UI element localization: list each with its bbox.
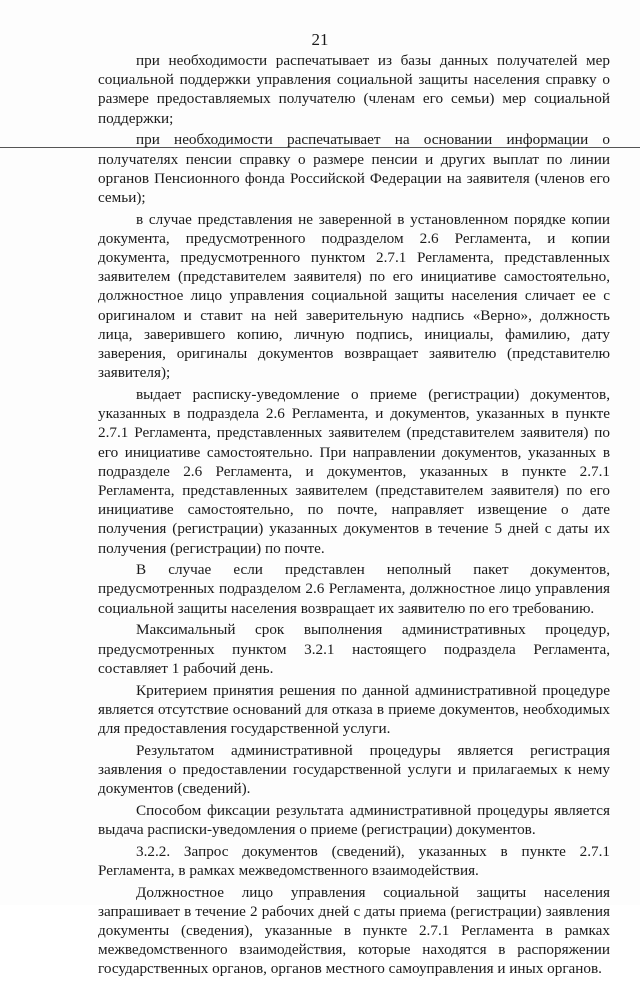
paragraph-certify-copies: в случае представления не заверенной в установленном порядке копии документа, предусмотренного подразделом 2.6 Регламента, и копии документа, предусмотренного пунктом 2.7.1 Регламента, представленных заявителем (представителем заявителя) по его инициативе самостоятельно, должностное лицо управления социальной защиты населения сличает ее с оригиналом и ставит на ней заверительную надпись «Верно», должность лица, заверившего копию, личную подпись, инициалы, фамилию, дату заверения, оригиналы документов возвращает заявителю (представителю заявителя); (98, 210, 610, 382)
paragraph-incomplete-package: В случае если представлен неполный пакет документов, предусмотренных подразделом 2.6 Регламента, должностное лицо управления социальной защиты населения возвращает их заявителю по его требованию. (98, 561, 610, 617)
paragraph-result-fixation: Способом фиксации результата административной процедуры является выдача расписки-уведомления о приеме (регистрации) документов. (98, 801, 610, 838)
document-body (98, 51, 610, 981)
paragraph-issue-receipt: выдает расписку-уведомление о приеме (регистрации) документов, указанных в подраздела 2.6 Регламента, и документов, указанных в пункте 2.7.1 Регламента, представленных заявителем (представителем заявителя) по его инициативе самостоятельно. При направлении документов, указанных в подразделе 2.6 Регламента, и документов, указанных в пункте 2.7.1 Регламента, представленных заявителем (представителем заявителя) по его инициативе самостоятельно, по почте, направляет извещение о дате получения (регистрации) указанных документов в течение 5 дней с даты их получения (регистрации) по почте. (98, 385, 610, 557)
paragraph-procedure-result: Результатом административной процедуры является регистрация заявления о предоставлении государственной услуги и прилагаемых к нему документов (сведений). (98, 741, 610, 798)
paragraph-print-social-support-certificate: при необходимости распечатывает из базы данных получателей мер социальной поддержки управления социальной защиты населения справку о размере предоставляемых получателю (членам его семьи) мер социальной поддержки; (98, 52, 610, 127)
section-heading-3-2-2: 3.2.2. Запрос документов (сведений), указанных в пункте 2.7.1 Регламента, в рамках межведомственного взаимодействия. (98, 842, 610, 879)
page-number: 21 (311, 30, 329, 49)
paragraph-max-duration: Максимальный срок выполнения административных процедур, предусмотренных пунктом 3.2.1 настоящего подраздела Регламента, составляет 1 рабочий день. (98, 621, 610, 677)
paragraph-print-pension-certificate: при необходимости распечатывает на основании информации о получателях пенсии справку о размере пенсии и других выплат по линии органов Пенсионного фонда Российской Федерации на заявителя (членов его семьи); (98, 131, 610, 206)
paragraph-decision-criterion: Критерием принятия решения по данной административной процедуре является отсутствие оснований для отказа в приеме документов, необходимых для предоставления государственной услуги. (98, 681, 610, 737)
paragraph-interagency-request: Должностное лицо управления социальной защиты населения запрашивает в течение 2 рабочих дней с даты приема (регистрации) заявления документы (сведения), указанные в пункте 2.7.1 Регламента в рамках межведомственного взаимодействия, которые находятся в распоряжении государственных органов, органов местного самоуправления и иных органов. (98, 883, 610, 978)
